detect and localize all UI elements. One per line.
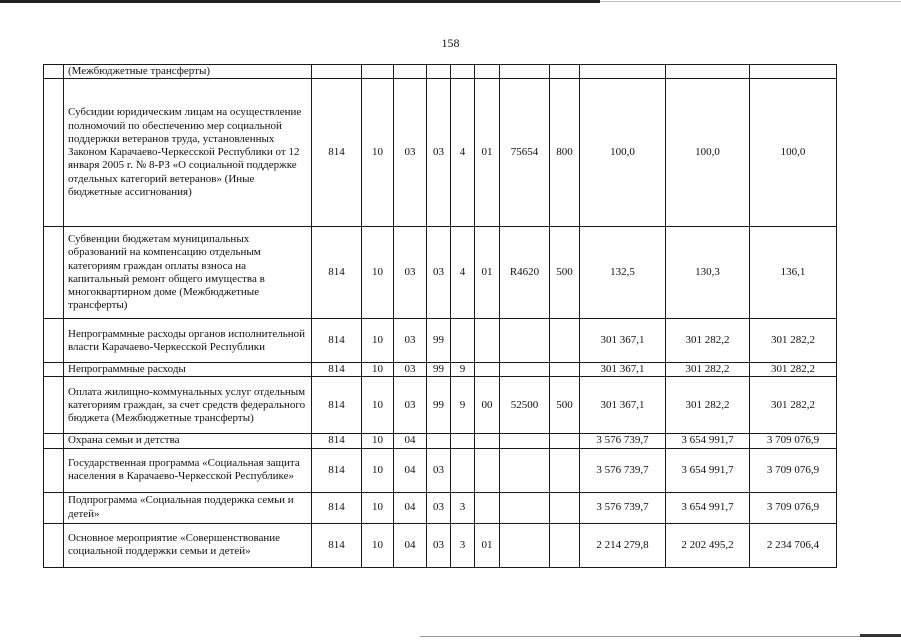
expense-type-code: [550, 434, 580, 448]
table-row: [44, 448, 837, 492]
expense-type-code: 500: [550, 227, 580, 319]
row-name: Непрограммные расходы: [64, 363, 312, 377]
expense-type-code: [550, 363, 580, 377]
subsection-code: 04: [394, 523, 427, 567]
direction-code: [500, 492, 550, 523]
amount-year-3: 100,0: [750, 79, 837, 227]
bottom-border-mark: [860, 634, 901, 637]
row-index-cell: [44, 492, 64, 523]
table-row: [44, 492, 837, 523]
amount-year-1: 132,5: [580, 227, 666, 319]
direction-code: [500, 65, 550, 79]
ministry-code: 814: [312, 227, 362, 319]
ministry-code: 814: [312, 377, 362, 434]
section-code: [362, 65, 394, 79]
page-number: 158: [441, 36, 460, 50]
amount-year-1: 2 214 279,8: [580, 523, 666, 567]
direction-code: [500, 448, 550, 492]
row-name: Охрана семьи и детства: [64, 434, 312, 448]
amount-year-3: 3 709 076,9: [750, 434, 837, 448]
subprogram-code: 4: [451, 227, 475, 319]
row-name: Государственная программа «Социальная защита населения в Карачаево-Черкесской Республике»: [64, 448, 312, 492]
subprogram-code: 3: [451, 523, 475, 567]
row-name: Подпрограмма «Социальная поддержка семьи и детей»: [64, 492, 312, 523]
amount-year-2: 130,3: [666, 227, 750, 319]
section-code: 10: [362, 363, 394, 377]
ministry-code: 814: [312, 319, 362, 363]
ministry-code: 814: [312, 492, 362, 523]
row-index-cell: [44, 448, 64, 492]
subprogram-code: 9: [451, 377, 475, 434]
amount-year-1: 301 367,1: [580, 377, 666, 434]
program-code: 03: [427, 448, 451, 492]
subsection-code: 04: [394, 434, 427, 448]
amount-year-3: 301 282,2: [750, 319, 837, 363]
subsection-code: 03: [394, 319, 427, 363]
program-code: [427, 434, 451, 448]
program-code: [427, 65, 451, 79]
direction-code: [500, 523, 550, 567]
expense-type-code: [550, 523, 580, 567]
amount-year-1: 3 576 739,7: [580, 492, 666, 523]
expense-type-code: [550, 65, 580, 79]
amount-year-3: 2 234 706,4: [750, 523, 837, 567]
ministry-code: [312, 65, 362, 79]
subprogram-code: 4: [451, 79, 475, 227]
expense-type-code: [550, 492, 580, 523]
ministry-code: 814: [312, 434, 362, 448]
row-index-cell: [44, 523, 64, 567]
direction-code: 52500: [500, 377, 550, 434]
program-code: 99: [427, 319, 451, 363]
amount-year-1: 301 367,1: [580, 319, 666, 363]
row-name: Непрограммные расходы органов исполнительной власти Карачаево-Черкесской Республики: [64, 319, 312, 363]
amount-year-2: 301 282,2: [666, 377, 750, 434]
event-code: [475, 434, 500, 448]
amount-year-1: 301 367,1: [580, 363, 666, 377]
amount-year-2: 3 654 991,7: [666, 492, 750, 523]
amount-year-2: 2 202 495,2: [666, 523, 750, 567]
row-index-cell: [44, 319, 64, 363]
expense-type-code: 800: [550, 79, 580, 227]
subprogram-code: 9: [451, 363, 475, 377]
event-code: [475, 448, 500, 492]
ministry-code: 814: [312, 523, 362, 567]
section-code: 10: [362, 377, 394, 434]
table-row: [44, 523, 837, 567]
bottom-border-line: [420, 636, 901, 637]
row-index-cell: [44, 377, 64, 434]
subprogram-code: [451, 65, 475, 79]
top-border-line-thin: [600, 1, 901, 2]
row-index-cell: [44, 79, 64, 227]
subsection-code: 04: [394, 448, 427, 492]
amount-year-2: 301 282,2: [666, 319, 750, 363]
table-row: [44, 65, 837, 79]
table-row: [44, 227, 837, 319]
ministry-code: 814: [312, 448, 362, 492]
amount-year-2: 301 282,2: [666, 363, 750, 377]
direction-code: R4620: [500, 227, 550, 319]
expense-type-code: 500: [550, 377, 580, 434]
amount-year-3: 3 709 076,9: [750, 448, 837, 492]
subprogram-code: [451, 319, 475, 363]
program-code: 99: [427, 377, 451, 434]
amount-year-3: [750, 65, 837, 79]
amount-year-2: [666, 65, 750, 79]
section-code: 10: [362, 434, 394, 448]
program-code: 03: [427, 227, 451, 319]
amount-year-2: 3 654 991,7: [666, 434, 750, 448]
table-row: [44, 79, 837, 227]
amount-year-1: 100,0: [580, 79, 666, 227]
amount-year-3: 301 282,2: [750, 377, 837, 434]
subprogram-code: [451, 448, 475, 492]
event-code: 00: [475, 377, 500, 434]
row-name: Субвенции бюджетам муниципальных образований на компенсацию отдельным категориям граждан оплаты взноса на капитальный ремонт общего имущества в многоквартирном доме (Межбюджетные трансферты): [64, 227, 312, 319]
event-code: [475, 492, 500, 523]
budget-table: [43, 64, 837, 568]
program-code: 99: [427, 363, 451, 377]
amount-year-1: 3 576 739,7: [580, 434, 666, 448]
row-name: (Межбюджетные трансферты): [64, 65, 312, 79]
amount-year-2: 3 654 991,7: [666, 448, 750, 492]
expense-type-code: [550, 448, 580, 492]
section-code: 10: [362, 227, 394, 319]
direction-code: [500, 363, 550, 377]
row-index-cell: [44, 434, 64, 448]
event-code: [475, 65, 500, 79]
amount-year-1: [580, 65, 666, 79]
section-code: 10: [362, 492, 394, 523]
subsection-code: 03: [394, 363, 427, 377]
subsection-code: 03: [394, 377, 427, 434]
subsection-code: 03: [394, 79, 427, 227]
section-code: 10: [362, 448, 394, 492]
event-code: [475, 363, 500, 377]
top-border-line: [0, 0, 600, 3]
subprogram-code: [451, 434, 475, 448]
section-code: 10: [362, 79, 394, 227]
subsection-code: 04: [394, 492, 427, 523]
direction-code: [500, 434, 550, 448]
row-name: Оплата жилищно-коммунальных услуг отдельным категориям граждан, за счет средств федерального бюджета (Межбюджетные трансферты): [64, 377, 312, 434]
expense-type-code: [550, 319, 580, 363]
section-code: 10: [362, 319, 394, 363]
table-row: [44, 377, 837, 434]
ministry-code: 814: [312, 363, 362, 377]
event-code: [475, 319, 500, 363]
table-row: [44, 363, 837, 377]
direction-code: 75654: [500, 79, 550, 227]
section-code: 10: [362, 523, 394, 567]
table-row: [44, 319, 837, 363]
row-index-cell: [44, 227, 64, 319]
amount-year-3: 136,1: [750, 227, 837, 319]
row-name: Субсидии юридическим лицам на осуществление полномочий по обеспечению мер социальной поддержки ветеранов труда, установленных Законом Карачаево-Черкесской Республики от 12 января 2005 г. № 8-РЗ «О социальной поддержке отдельных категорий ветеранов» (Иные бюджетные ассигнования): [64, 79, 312, 227]
program-code: 03: [427, 492, 451, 523]
event-code: 01: [475, 79, 500, 227]
program-code: 03: [427, 523, 451, 567]
table-row: [44, 434, 837, 448]
row-index-cell: [44, 65, 64, 79]
amount-year-2: 100,0: [666, 79, 750, 227]
program-code: 03: [427, 79, 451, 227]
event-code: 01: [475, 227, 500, 319]
amount-year-3: 301 282,2: [750, 363, 837, 377]
subsection-code: [394, 65, 427, 79]
amount-year-1: 3 576 739,7: [580, 448, 666, 492]
amount-year-3: 3 709 076,9: [750, 492, 837, 523]
row-name: Основное мероприятие «Совершенствование социальной поддержки семьи и детей»: [64, 523, 312, 567]
subsection-code: 03: [394, 227, 427, 319]
event-code: 01: [475, 523, 500, 567]
row-index-cell: [44, 363, 64, 377]
subprogram-code: 3: [451, 492, 475, 523]
ministry-code: 814: [312, 79, 362, 227]
direction-code: [500, 319, 550, 363]
